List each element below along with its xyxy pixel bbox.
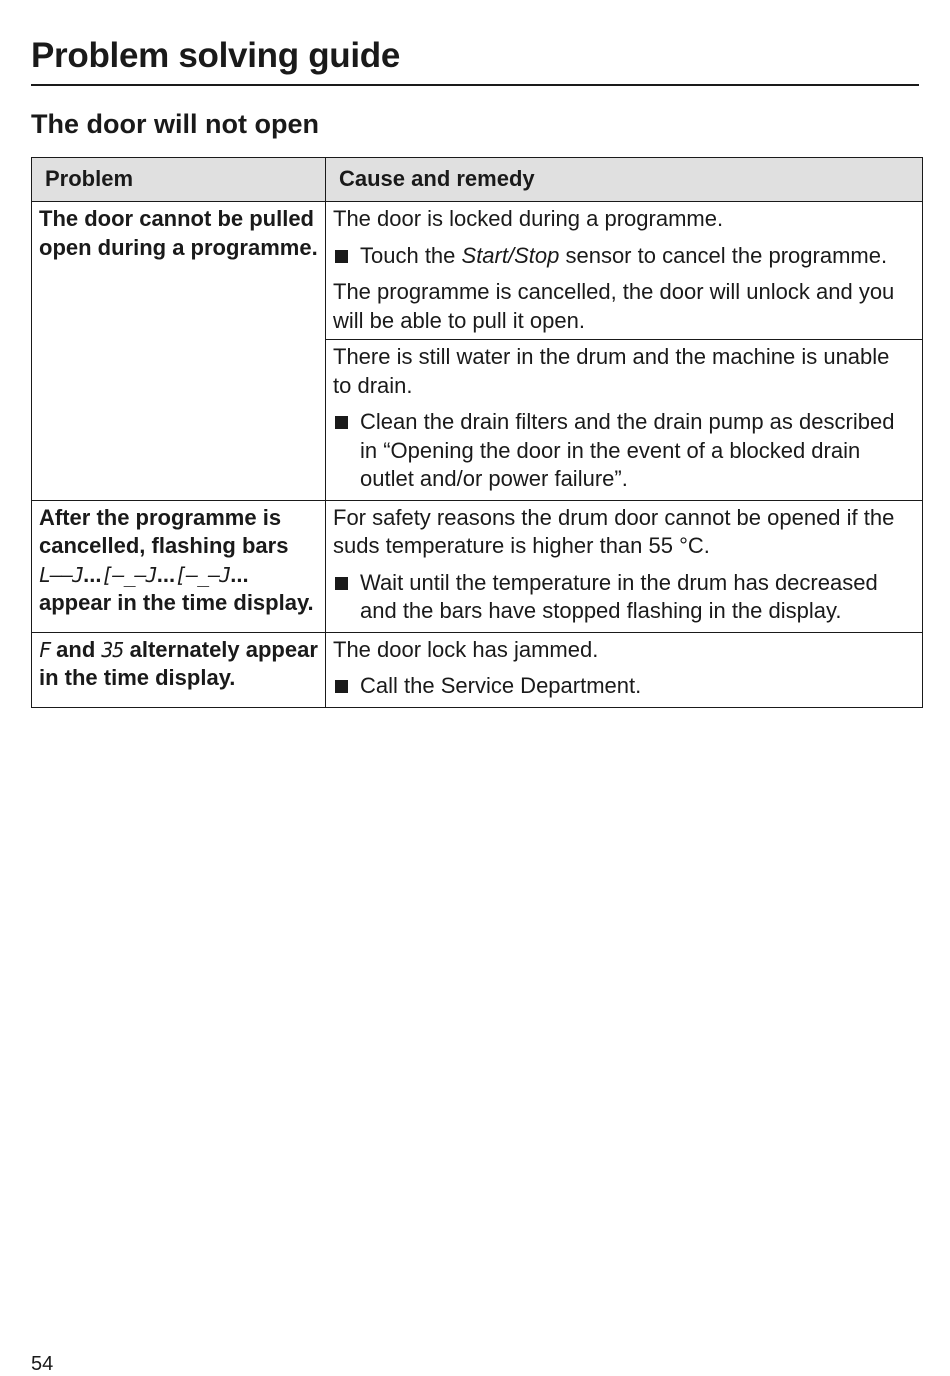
display-bars-2: [–_–J — [101, 562, 157, 587]
table-row — [32, 202, 923, 340]
display-bars-1: L––J — [39, 562, 84, 587]
column-header-cause: Cause and remedy — [326, 158, 923, 202]
square-bullet-icon — [335, 250, 348, 263]
problem-text-post: alternately appear in the time display. — [39, 636, 318, 690]
problem-table — [31, 157, 923, 708]
problem-text: After the programme is cancelled, flashing bars — [39, 504, 289, 558]
start-stop-sensor-label: Start/Stop — [461, 242, 560, 268]
ellipsis: ... — [156, 561, 176, 587]
cause-intro: For safety reasons the drum door cannot be opened if the suds temperature is higher than 55 °C. — [333, 504, 895, 558]
problem-text-and: and — [50, 636, 102, 662]
section-title: The door will not open — [31, 109, 319, 139]
page-number: 54 — [31, 1353, 54, 1375]
problem-cell — [32, 632, 326, 707]
column-header-problem: Problem — [32, 158, 326, 202]
title-divider — [31, 84, 919, 86]
display-code-35: 35 — [101, 637, 124, 662]
square-bullet-icon — [335, 416, 348, 429]
ellipsis: ... — [83, 561, 102, 587]
table-row — [32, 500, 923, 632]
square-bullet-icon — [335, 577, 348, 590]
display-code-f: F — [39, 637, 51, 662]
problem-text-post: appear in the time display. — [39, 590, 314, 615]
table-header-row — [32, 158, 923, 202]
cause-intro: There is still water in the drum and the machine is unable to drain. — [333, 344, 890, 398]
display-bars-3: [–_–J — [175, 562, 231, 587]
cause-intro: The door lock has jammed. — [333, 636, 599, 662]
square-bullet-icon — [335, 680, 348, 693]
problem-cell — [32, 500, 326, 632]
remedy-text-pre: Touch the — [360, 242, 462, 268]
cause-result: The programme is cancelled, the door will unlock and you will be able to pull it open. — [333, 279, 895, 333]
cause-cell — [326, 500, 923, 632]
remedy-text-post: sensor to cancel the programme. — [559, 242, 888, 268]
remedy-text: Clean the drain filters and the drain pump as described in “Opening the door in the event of a blocked drain outlet and/or power failure”. — [360, 409, 895, 491]
cause-cell — [326, 632, 923, 707]
cause-cell — [326, 202, 923, 340]
problem-text: The door cannot be pulled open during a programme. — [39, 206, 318, 260]
remedy-text: Call the Service Department. — [360, 673, 642, 698]
cause-intro: The door is locked during a programme. — [333, 206, 724, 231]
table-row — [32, 632, 923, 707]
page-title: Problem solving guide — [31, 36, 401, 75]
remedy-bullet — [333, 569, 912, 626]
problem-cell — [32, 202, 326, 501]
ellipsis: ... — [230, 561, 249, 587]
remedy-bullet — [333, 408, 912, 494]
remedy-bullet — [333, 242, 912, 271]
cause-cell — [326, 340, 923, 501]
remedy-text: Wait until the temperature in the drum has decreased and the bars have stopped flashing in the display. — [360, 569, 878, 623]
remedy-bullet — [333, 672, 912, 701]
